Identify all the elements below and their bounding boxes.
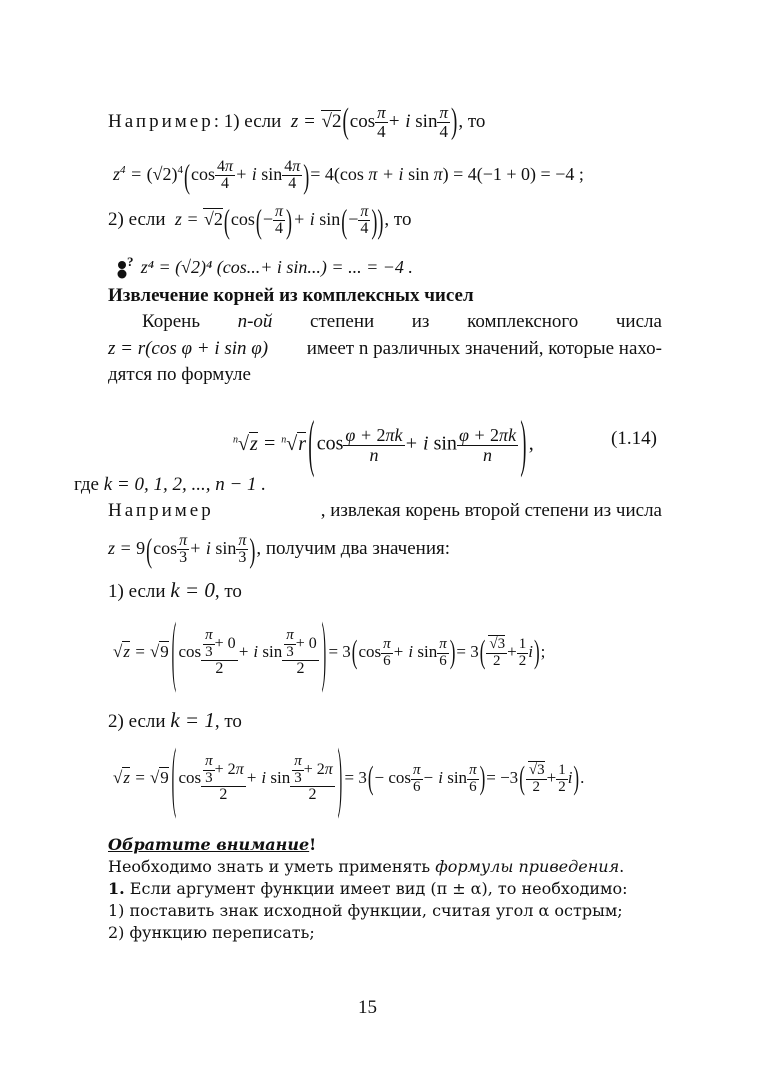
note-line1 — [108, 856, 628, 878]
example2-line2-rest: , получим два значения: — [256, 538, 451, 559]
example2-intro: Например — [108, 500, 214, 521]
section-paragraph-line3: дятся по формуле — [108, 364, 251, 385]
note-line2-text: Если аргумент функции имеет вид (π ± α), то необходимо: — [129, 879, 628, 898]
note-line2-num: 1. — [108, 879, 125, 898]
note-title: Обратите внимание — [108, 835, 310, 854]
paragraph-line2-text: имеет n различных значений, которые нахо- — [306, 338, 662, 359]
example1-intro: Например — [108, 111, 214, 132]
note-line3: 1) поставить знак исходной функции, считая угол α острым; — [108, 901, 623, 920]
example1-exercise-formula: z⁴ = (√2)⁴ (cos...+ i sin...) = ... = −4 . — [140, 257, 413, 277]
note-line4: 2) функцию переписать; — [108, 923, 315, 942]
example1-then: , то — [458, 111, 486, 132]
section-heading: Извлечение корней из комплексных чисел — [108, 285, 474, 306]
word-4: из — [411, 311, 430, 332]
page-number: 15 — [358, 997, 377, 1018]
word-1: Корень — [142, 311, 200, 332]
note-title-end: ! — [309, 835, 317, 854]
section-paragraph-line1 — [142, 311, 662, 333]
example1-exercise-line — [116, 252, 413, 282]
example1-line — [108, 100, 485, 144]
case1-formula: √z = √9 ( cos $\frac{\pi}{3}$ + 0 2 + i sin $\frac{\pi}{3}$ + 0 2 ) = 3(cos $\frac{\pi}{6}$ + i sin $\frac{\pi}{6}$ )= 3( $\frac{√3}{2}$ + $\frac{1}{2}$ i); — [113, 607, 546, 695]
note-title-line — [108, 834, 628, 856]
formula-number: (1.14) — [611, 428, 657, 449]
root-formula: $^n$√z = $^n$√r ( cos $\frac{\varphi + 2\pi k}{n}$ + i sin $\frac{\varphi + 2\pi k}{n}$ ) , — [233, 409, 534, 481]
example1-item1-prefix: : 1) если — [213, 111, 282, 132]
case2-formula: √z = √9 ( cos $\frac{\pi}{3}$ + 2π 2 + i sin $\frac{\pi}{3}$ + 2π 2 ) = 3(− cos $\frac{\pi}{6}$ − i sin $\frac{\pi}{6}$ )= −3( $\frac{√3}{2}$ + $\frac{1}{2}$ i). — [113, 733, 585, 821]
where-formula: k = 0, 1, 2, ..., n − 1 . — [103, 474, 267, 495]
example2-line2 — [108, 526, 450, 570]
word-2: n-ой — [237, 311, 273, 332]
example1-result-formula: $z^4 = (√2)^4(\cos$ $\frac{4\pi}{4}$ + i sin $\frac{4\pi}{4}$ )= 4(cos π + i sin π) = 4(−1 + 0) = −4 ; — [113, 156, 584, 195]
word-3: степени — [310, 311, 375, 332]
where-line — [74, 474, 266, 496]
case2-condition: k = 1 — [170, 708, 215, 732]
case1-condition: k = 0 — [170, 578, 215, 602]
example1-item2-formula: z = √2(cos(− $\frac{\pi}{4}$ )+ i sin(− $\frac{\pi}{4}$ )) — [170, 201, 384, 240]
example2-line1 — [108, 500, 662, 522]
question-mark-icon — [116, 257, 136, 281]
where-text: где — [74, 474, 99, 495]
case2-then: , то — [214, 711, 242, 732]
case2-label: 2) если — [108, 711, 166, 732]
section-paragraph-line2 — [108, 338, 662, 360]
example1-formula: z = √2(cos $\frac{\pi}{4}$ + i sin $\frac{\pi}{4}$ ) — [286, 101, 458, 142]
svg-text:?: ? — [127, 256, 134, 269]
note-line1-end: . — [619, 857, 625, 876]
note-block — [108, 834, 628, 944]
case1-then: , то — [214, 581, 242, 602]
example2-number-formula: z = 9(cos $\frac{\pi}{3}$ + i sin $\frac{\pi}{3}$ ) — [108, 530, 256, 569]
example1-item2-line — [108, 194, 411, 244]
note-line2 — [108, 878, 628, 900]
word-5: комплексного — [467, 311, 579, 332]
example2-line1-rest: , извлекая корень второй степени из числа — [320, 500, 662, 521]
example1-item2-prefix: 2) если — [108, 209, 166, 230]
note-line1-em: формулы приведения — [435, 857, 620, 876]
polar-form-formula: z = r(cos φ + i sin φ) — [108, 338, 269, 359]
example1-item2-then: , то — [384, 209, 412, 230]
note-line1-pre: Необходимо знать и уметь применять — [108, 857, 431, 876]
word-6: числа — [615, 311, 662, 332]
case1-label: 1) если — [108, 581, 166, 602]
